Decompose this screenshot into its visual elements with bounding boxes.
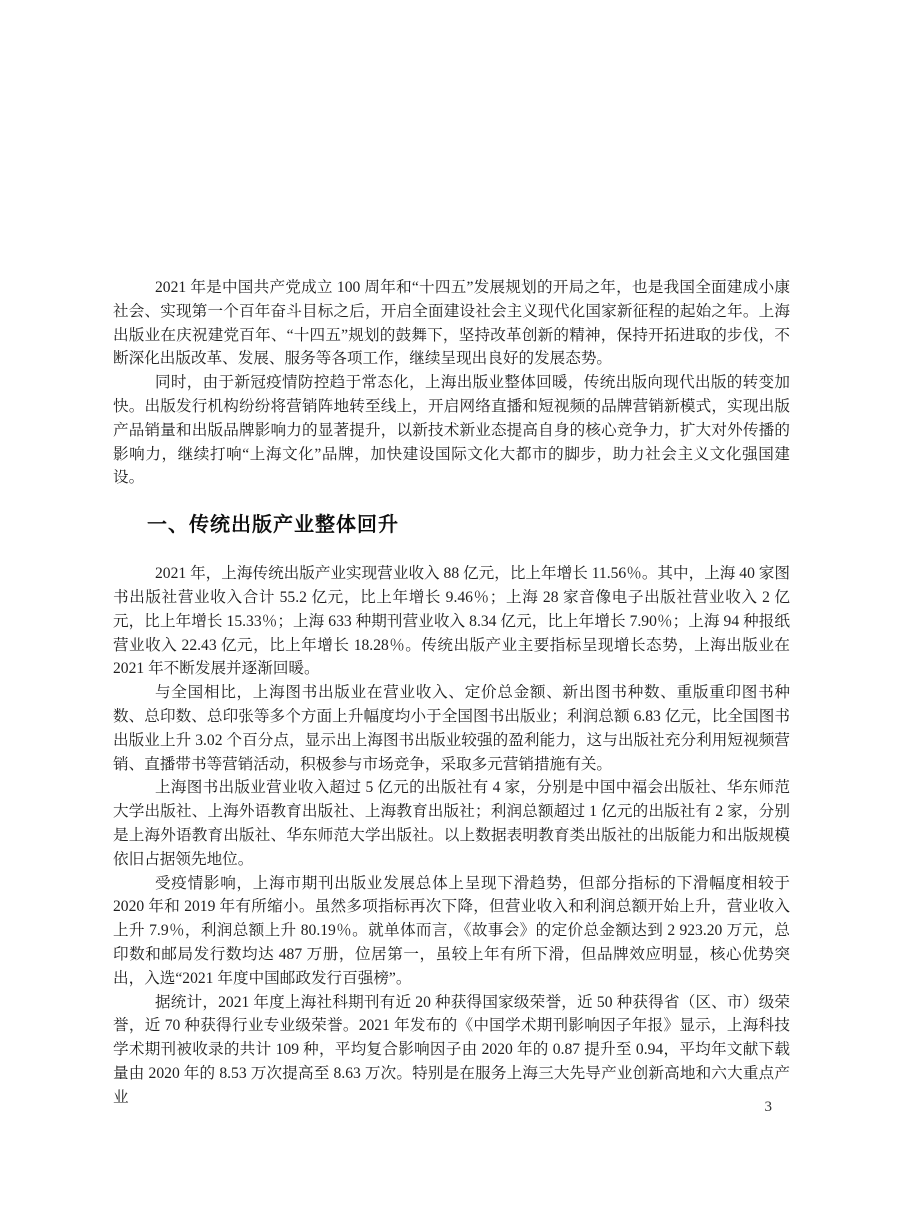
intro-paragraph-1: 2021 年是中国共产党成立 100 周年和“十四五”发展规划的开局之年，也是我国全面建成小康社会、实现第一个百年奋斗目标之后，开启全面建设社会主义现代化国家新征程的起始之年。上海出版业在庆祝建党百年、“十四五”规划的鼓舞下，坚持改革创新的精神，保持开拓进取的步伐，不断深化出版改革、发展、服务等各项工作，继续呈现出良好的发展态势。	[113, 279, 790, 368]
section-paragraph-2: 与全国相比，上海图书出版业在营业收入、定价总金额、新出图书种数、重版重印图书种数、总印数、总印张等多个方面上升幅度均小于全国图书出版业；利润总额 6.83 亿元，比全国图书出版业上升 3.02 个百分点，显示出上海图书出版业较强的盈利能力，这与出版社充分利用短视频营销、直播带书等营销活动，积极参与市场竞争，采取多元营销措施有关。	[113, 684, 790, 773]
page-number: 3	[764, 1099, 772, 1115]
section-paragraph-3: 上海图书出版业营业收入超过 5 亿元的出版社有 4 家，分别是中国中福会出版社、华东师范大学出版社、上海外语教育出版社、上海教育出版社；利润总额超过 1 亿元的出版社有 2 家，分别是上海外语教育出版社、华东师范大学出版社。以上数据表明教育类出版社的出版能力和出版规模依旧占据领先地位。	[113, 779, 790, 868]
section-paragraph-1: 2021 年，上海传统出版产业实现营业收入 88 亿元，比上年增长 11.56％。其中，上海 40 家图书出版社营业收入合计 55.2 亿元，比上年增长 9.46％；上海 28 家音像电子出版社营业收入 2 亿元，比上年增长 15.33％；上海 633 种期刊营业收入 8.34 亿元，比上年增长 7.90％；上海 94 种报纸营业收入 22.43 亿元，比上年增长 18.28％。传统出版产业主要指标呈现增长态势，上海出版业在 2021 年不断发展并逐渐回暖。	[113, 565, 790, 678]
page-body	[113, 276, 790, 1110]
section-paragraph-4: 受疫情影响，上海市期刊出版业发展总体上呈现下滑趋势，但部分指标的下滑幅度相较于 2020 年和 2019 年有所缩小。虽然多项指标再次下降，但营业收入和利润总额开始上升，营业收入上升 7.9％，利润总额上升 80.19％。就单体而言，《故事会》的定价总金额达到 2 923.20 万元，总印数和邮局发行数均达 487 万册，位居第一，虽较上年有所下滑，但品牌效应明显，核心优势突出，入选“2021 年度中国邮政发行百强榜”。	[113, 874, 790, 987]
section-paragraph-5: 据统计，2021 年度上海社科期刊有近 20 种获得国家级荣誉，近 50 种获得省（区、市）级荣誉，近 70 种获得行业专业级荣誉。2021 年发布的《中国学术期刊影响因子年报》显示，上海科技学术期刊被收录的共计 109 种，平均复合影响因子由 2020 年的 0.87 提升至 0.94，平均年文献下载量由 2020 年的 8.53 万次提高至 8.63 万次。特别是在服务上海三大先导产业创新高地和六大重点产业	[113, 993, 790, 1106]
intro-paragraph-2: 同时，由于新冠疫情防控趋于常态化，上海出版业整体回暖，传统出版向现代出版的转变加快。出版发行机构纷纷将营销阵地转至线上，开启网络直播和短视频的品牌营销新模式，实现出版产品销量和出版品牌影响力的显著提升，以新技术新业态提高自身的核心竞争力，扩大对外传播的影响力，继续打响“上海文化”品牌，加快建设国际文化大都市的脚步，助力社会主义文化强国建设。	[113, 374, 790, 487]
section-heading: 一、传统出版产业整体回升	[147, 514, 399, 537]
